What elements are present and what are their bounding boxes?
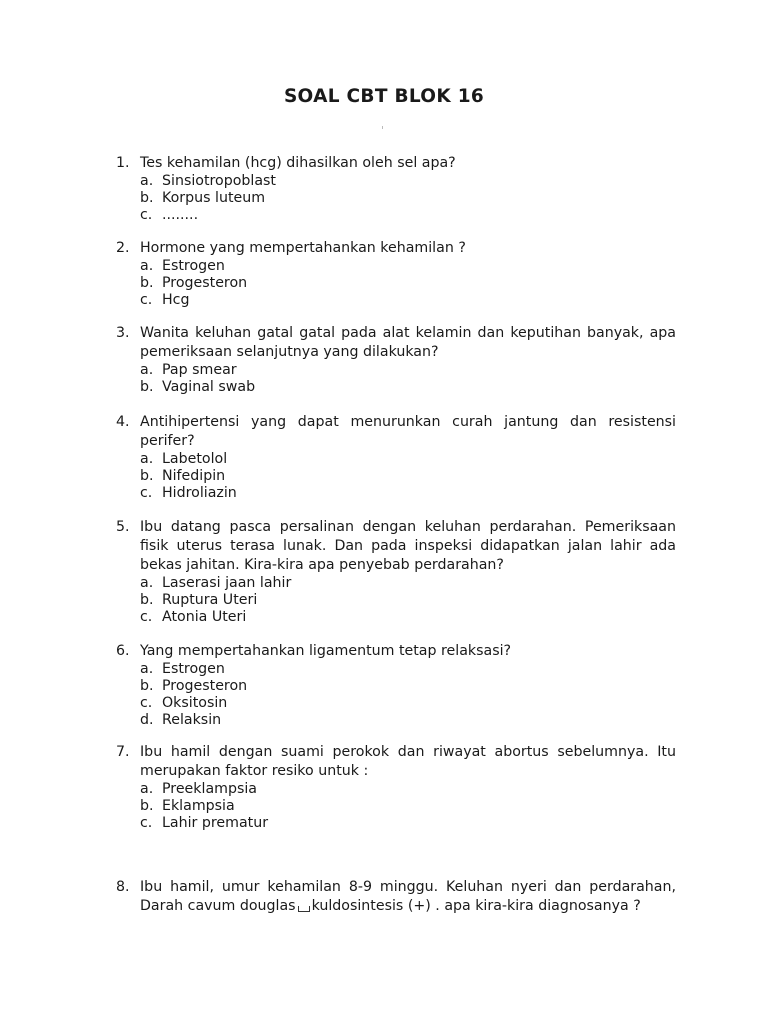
option-text: Eklampsia: [162, 798, 235, 814]
option-text: Sinsiotropoblast: [162, 173, 276, 189]
option-text: Vaginal swab: [162, 379, 256, 395]
question-text-part-2: kuldosintesis (+) . apa kira-kira diagnosanya ?: [311, 898, 641, 914]
document-title: SOAL CBT BLOK 16: [283, 86, 485, 107]
question-7: [116, 743, 676, 832]
question-1: [116, 154, 676, 224]
option-letter: b.: [140, 678, 154, 694]
option-c: [140, 207, 676, 224]
option-letter: c.: [140, 207, 153, 223]
option-b: [140, 190, 676, 207]
option-text: Hcg: [162, 292, 190, 308]
question-text: Tes kehamilan (hcg) dihasilkan oleh sel apa?: [140, 155, 456, 171]
option-c: [140, 815, 676, 832]
question-5: [116, 518, 676, 626]
option-letter: b.: [140, 190, 154, 206]
option-text: Estrogen: [162, 661, 225, 677]
option-text: Progesteron: [162, 678, 248, 694]
question-4: [116, 413, 676, 502]
option-c: [140, 485, 676, 502]
question-number: 3.: [116, 325, 130, 341]
question-text: Ibu hamil dengan suami perokok dan riwayat abortus sebelumnya. Itu merupakan faktor resiko untuk :: [140, 744, 676, 779]
option-b: [140, 678, 676, 695]
option-text: Laserasi jaan lahir: [162, 575, 292, 591]
option-c: [140, 609, 676, 626]
question-text: Hormone yang mempertahankan kehamilan ?: [140, 240, 466, 256]
question-2: [116, 239, 676, 309]
option-letter: c.: [140, 695, 153, 711]
option-list: [116, 362, 676, 396]
option-letter: b.: [140, 275, 154, 291]
option-a: [140, 575, 676, 592]
option-text: Estrogen: [162, 258, 225, 274]
option-text: Hidroliazin: [162, 485, 237, 501]
option-letter: b.: [140, 468, 154, 484]
option-letter: a.: [140, 575, 154, 591]
option-a: [140, 451, 676, 468]
option-b: [140, 798, 676, 815]
option-list: [116, 661, 676, 729]
option-b: [140, 275, 676, 292]
question-number: 1.: [116, 155, 130, 171]
option-text: Lahir prematur: [162, 815, 269, 831]
option-b: [140, 592, 676, 609]
question-text: [140, 878, 676, 916]
option-letter: b.: [140, 379, 154, 395]
option-a: [140, 781, 676, 798]
option-c: [140, 695, 676, 712]
option-list: [116, 451, 676, 502]
option-text: Pap smear: [162, 362, 237, 378]
question-number: 2.: [116, 240, 130, 256]
question-text: Wanita keluhan gatal gatal pada alat kelamin dan keputihan banyak, apa pemeriksaan selanjutnya yang dilakukan?: [140, 325, 676, 360]
option-letter: b.: [140, 798, 154, 814]
option-list: [116, 173, 676, 224]
question-text: Ibu datang pasca persalinan dengan keluhan perdarahan. Pemeriksaan fisik uterus terasa lunak. Dan pada inspeksi didapatkan jalan lahir ada bekas jahitan. Kira-kira apa penyebab perdarahan?: [140, 519, 676, 573]
option-text: Nifedipin: [162, 468, 226, 484]
option-letter: a.: [140, 451, 154, 467]
question-number: 7.: [116, 744, 130, 760]
option-b: [140, 379, 676, 396]
option-text: Oksitosin: [162, 695, 228, 711]
option-letter: a.: [140, 781, 154, 797]
option-letter: c.: [140, 485, 153, 501]
question-number: 8.: [116, 879, 130, 895]
option-text: Preeklampsia: [162, 781, 257, 797]
option-letter: c.: [140, 609, 153, 625]
option-list: [116, 575, 676, 626]
question-number: 6.: [116, 643, 130, 659]
option-c: [140, 292, 676, 309]
option-a: [140, 173, 676, 190]
option-text: Relaksin: [162, 712, 222, 728]
option-letter: a.: [140, 661, 154, 677]
option-text: Labetolol: [162, 451, 228, 467]
option-letter: c.: [140, 815, 153, 831]
question-3: [116, 324, 676, 396]
stray-mark: [382, 126, 383, 129]
question-6: [116, 642, 676, 729]
option-text: ........: [162, 207, 199, 223]
blank-space-mark: [298, 906, 310, 912]
option-list: [116, 781, 676, 832]
option-a: [140, 661, 676, 678]
question-text: Antihipertensi yang dapat menurunkan curah jantung dan resistensi perifer?: [140, 414, 676, 449]
option-a: [140, 362, 676, 379]
question-number: 5.: [116, 519, 130, 535]
option-text: Korpus luteum: [162, 190, 266, 206]
option-text: Progesteron: [162, 275, 248, 291]
option-letter: a.: [140, 173, 154, 189]
question-8: [116, 878, 676, 916]
option-text: Atonia Uteri: [162, 609, 247, 625]
option-letter: d.: [140, 712, 154, 728]
question-text: Yang mempertahankan ligamentum tetap relaksasi?: [140, 643, 512, 659]
option-letter: c.: [140, 292, 153, 308]
option-d: [140, 712, 676, 729]
option-text: Ruptura Uteri: [162, 592, 258, 608]
option-a: [140, 258, 676, 275]
question-text-part-1: Ibu hamil, umur kehamilan 8-9 minggu. Keluhan nyeri dan perdarahan, Darah cavum douglas: [140, 879, 676, 914]
question-number: 4.: [116, 414, 130, 430]
option-list: [116, 258, 676, 309]
option-letter: a.: [140, 258, 154, 274]
option-b: [140, 468, 676, 485]
option-letter: a.: [140, 362, 154, 378]
option-letter: b.: [140, 592, 154, 608]
